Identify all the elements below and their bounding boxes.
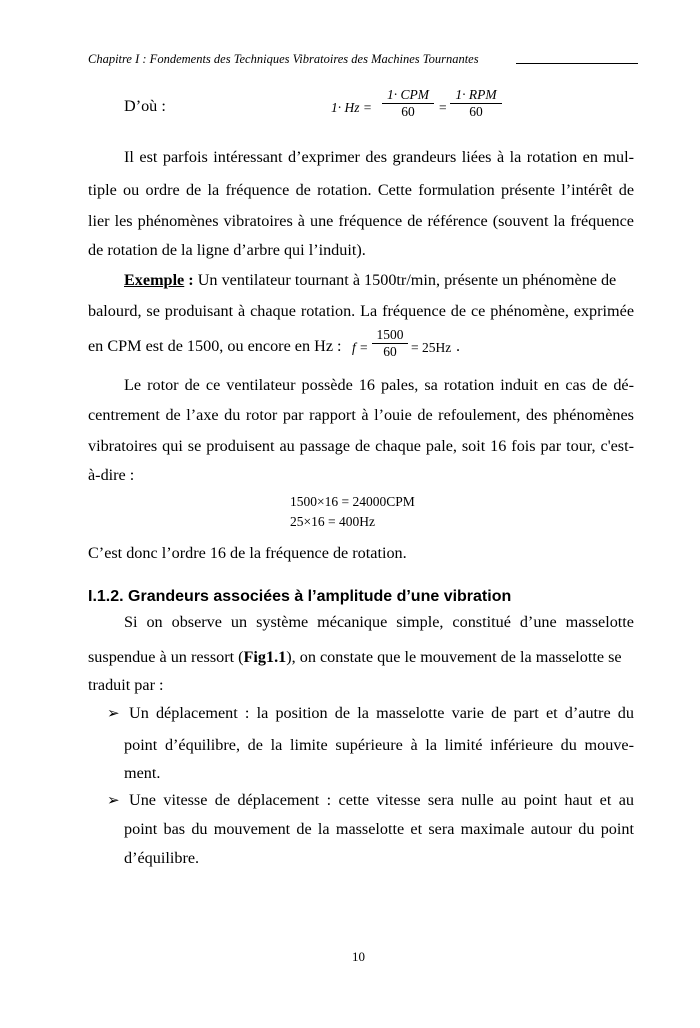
bullet-2-line-1: Une vitesse de déplacement : cette vitesse sera nulle au point haut et au: [129, 791, 634, 809]
bullet-arrow-icon: ➢: [107, 793, 120, 809]
para1-line-1: Il est parfois intéressant d’exprimer des grandeurs liées à la rotation en mul-: [124, 148, 634, 166]
section-intro-line-2: suspendue à un ressort (Fig1.1), on constate que le mouvement de la masselotte se: [88, 648, 622, 666]
equation-hz: 25×16 = 400Hz: [290, 514, 375, 529]
example-fraction: $\frac{1500}{60}$: [372, 327, 408, 360]
example-f-lhs: f =: [352, 340, 369, 355]
para1-line-2: tiple ou ordre de la fréquence de rotation. Cette formulation présente l’intérêt de: [88, 181, 634, 199]
para2-line-3: vibratoires qui se produisent au passage de chaque pale, soit 16 fois par tour, c'est-: [88, 437, 634, 455]
bullet-2-line-2: point bas du mouvement de la masselotte et sera maximale autour du point: [124, 820, 634, 838]
para2-line-2: centrement de l’axe du rotor par rapport à l’ouie de refoulement, des phénomènes: [88, 406, 634, 424]
bullet-2-line-3: d’équilibre.: [124, 849, 200, 867]
section-intro-line-1: Si on observe un système mécanique simple, constitué d’une masselotte: [124, 613, 634, 631]
eq1-fraction-cpm: 1· CPM 60: [382, 87, 434, 120]
eq1-lhs: 1· Hz =: [331, 100, 372, 115]
bullet-1-line-1: Un déplacement : la position de la masselotte varie de part et d’autre du: [129, 704, 634, 722]
bullet-arrow-icon: ➢: [107, 706, 120, 722]
bullet-1-line-3: ment.: [124, 764, 161, 782]
example-f-end: .: [456, 337, 461, 355]
example-f-rhs: = 25Hz: [411, 340, 452, 355]
example-line-1: Exemple : Un ventilateur tournant à 1500tr/min, présente un phénomène de: [124, 271, 617, 289]
page-header: [88, 50, 638, 68]
para2-line-4: à-dire :: [88, 466, 135, 484]
para1-line-4: de rotation de la ligne d’arbre qui l’induit).: [88, 241, 366, 259]
example-label: Exemple: [124, 271, 185, 289]
example-line-2: balourd, se produisant à chaque rotation. La fréquence de ce phénomène, exprimée: [88, 302, 634, 320]
chapter-title: Chapitre I : Fondements des Techniques Vibratoires des Machines Tournantes: [88, 52, 479, 66]
header-rule: [516, 63, 638, 64]
equation-cpm: 1500×16 = 24000CPM: [290, 494, 415, 509]
section-heading: I.1.2. Grandeurs associées à l’amplitude d’une vibration: [88, 588, 512, 605]
para2-line-1: Le rotor de ce ventilateur possède 16 pales, sa rotation induit en cas de dé-: [124, 376, 634, 394]
example-line-3: en CPM est de 1500, ou encore en Hz :: [88, 337, 342, 355]
section-intro-line-3: traduit par :: [88, 676, 164, 694]
eq1-equals: =: [439, 100, 447, 115]
figure-reference: Fig1.1: [243, 648, 287, 666]
eq1-fraction-rpm: 1· RPM 60: [450, 87, 502, 120]
bullet-1-line-2: point d’équilibre, de la limite supérieure à la limité inférieure du mouve-: [124, 736, 634, 754]
page-number: 10: [352, 949, 365, 964]
conclusion-text: C’est donc l’ordre 16 de la fréquence de rotation.: [88, 544, 407, 562]
para1-line-3: lier les phénomènes vibratoires à une fréquence de référence (souvent la fréquence: [88, 212, 634, 230]
eq1-label: D’où :: [124, 97, 166, 115]
